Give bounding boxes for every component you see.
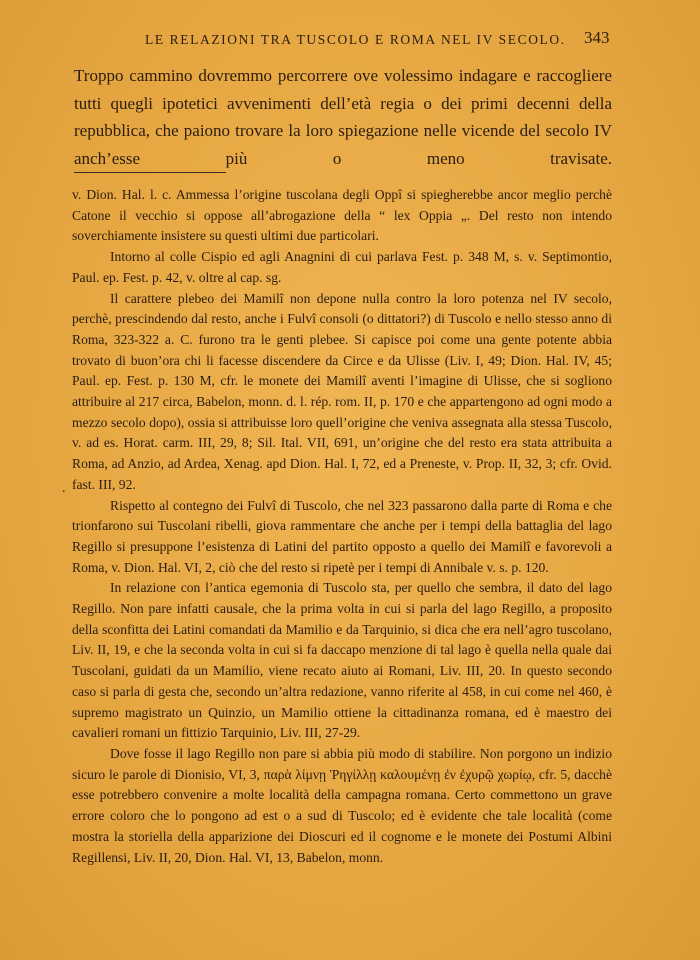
running-head: LE RELAZIONI TRA TUSCOLO E ROMA NEL IV SECOLO.	[145, 32, 566, 47]
page-header	[0, 28, 700, 52]
footnote-paragraph: In relazione con l’antica egemonia di Tuscolo sta, per quello che sembra, il dato del lago Regillo. Non pare infatti causale, che la prima volta in cui si parla del lago Regillo, a proposito della sconfitta dei Latini comandati da Mamilio e da Tarquinio, si dica che era nell’agro tuscolano, Liv. II, 19, e che la seconda volta in cui si fa daccapo menzione di tal lago è quella nella quale dai Tuscolani, guidati da un Mamilio, viene recato aiuto ai Romani, Liv. III, 20. In questo secondo caso si parla di gesta che, secondo un’altra redazione, vanno riferite al 458, in cui come nel 460, è supremo magistrato un Quinzio, un Mamilio ottiene la cittadinanza romana, ed è maestro dei cavalieri romani un fittizio Tarquinio, Liv. III, 27-29.	[72, 580, 612, 741]
page-number: 343	[584, 28, 610, 47]
footnote-paragraph: Rispetto al contegno dei Fulvî di Tuscolo, che nel 323 passarono dalla parte di Roma e che trionfarono sui Tuscolani ribelli, giova rammentare che anche per i tempi della battaglia del lago Regillo si presuppone l’esistenza di Latini del partito opposto a quello dei Mamilî e favorevoli a Roma, v. Dion. Hal. VI, 2, ciò che del resto si ripetè per i tempi di Annibale v. s. p. 120.	[72, 497, 612, 575]
footnote-paragraph: Il carattere plebeo dei Mamilî non depone nulla contro la loro potenza nel IV secolo, perchè, prescindendo dal resto, anche i Fulvî consoli (o dittatori?) di Tuscolo e nello stesso anno di Roma, 323-322 a. C. furono tra le genti plebee. Si capisce poi come una gente potente abbia trovato di buon’ora chi li facesse discendere da Circe e da Ulisse (Liv. I, 49; Dion. Hal. IV, 45; Paul. ep. Fest. p. 130 M, cfr. le monete dei Mamilî aventi l’imagine di Ulisse, che si sogliono attribuire al 217 circa, Babelon, monn. d. l. rép. rom. II, p. 170 e che appartengono ad ogni modo a mezzo secolo dopo), ossia si attribuisse loro quell’origine che veniva assegnata alla stessa Tuscolo, v. ad es. Horat. carm. III, 29, 8; Sil. Ital. VII, 691, un’origine che del resto era stata attribuita a Roma, ad Anzio, ad Ardea, Xenag. apd Dion. Hal. I, 72, ed a Preneste, v. Prop. II, 32, 3; cfr. Ovid. fast. III, 92.	[72, 290, 612, 492]
footnote-paragraph: Dove fosse il lago Regillo non pare si abbia più modo di stabilire. Non porgono un indizio sicuro le parole di Dionisio, VI, 3, παρὰ λίμνῃ Ῥηγίλλῃ καλουμένῃ ἐν ἐχυρῷ χωρίῳ, cfr. 5, dacchè esse potrebbero convenire a molte località della campagna romana. Certo commettono un grave errore coloro che lo pongono ad est o a sud di Tuscolo; ed è evidente che tale località (come mostra la storiella della apparizione dei Dioscuri ed il cognome e le monete dei Postumi Albini Regillensi, Liv. II, 20, Dion. Hal. VI, 13, Babelon, monn.	[72, 745, 612, 865]
footnote-paragraph: v. Dion. Hal. l. c. Ammessa l’origine tuscolana degli Oppî si spiegherebbe ancor meglio perchè Catone il vecchio si oppose all’abrogazione della “ lex Oppia „. Del resto non intendo soverchiamente insistere su questi ultimi due particolari.	[72, 187, 612, 244]
margin-mark: .	[62, 481, 66, 496]
footnotes	[72, 185, 612, 868]
footnote-paragraph: Intorno al colle Cispio ed agli Anagnini di cui parlava Fest. p. 348 M, s. v. Septimontio, Paul. ep. Fest. p. 42, v. oltre al cap. sg.	[72, 249, 612, 285]
main-paragraph: Troppo cammino dovremmo percorrere ove volessimo indagare e raccogliere tutti quegli ipotetici avvenimenti dell’età regia o dei primi decenni della repubblica, che paiono trovare la loro spiegazione nelle vicende del secolo IV anch’esse più o meno travisate.	[74, 66, 612, 168]
footnote-separator	[74, 172, 226, 173]
